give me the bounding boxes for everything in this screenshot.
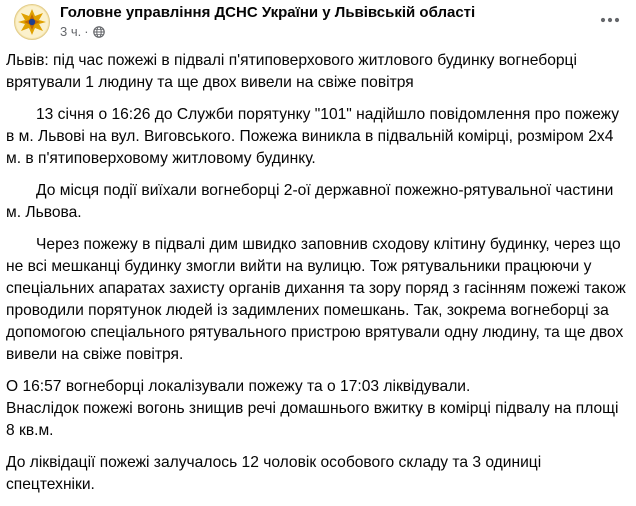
post-options-button[interactable] [594, 6, 626, 34]
post-paragraph: О 16:57 вогнеборці локалізували пожежу та о 17:03 ліквідували. [6, 378, 471, 395]
more-horizontal-icon [600, 17, 620, 23]
post-paragraph: До ліквідації пожежі залучалось 12 чоловік особового складу та 3 одиниці спецтехніки. [6, 454, 542, 493]
page-name-link[interactable]: Головне управління ДСНС України у Львівській області [60, 4, 476, 21]
post-paragraph: Через пожежу в підвалі дим швидко заповнив сходову клітину будинку, через що не всі мешканці будинку змогли вийти на вулицю. Тож рятувальники працюючи у спеціальних апаратах захисту органів дихання та зору поряд з гасінням пожежі також проводили порятунок людей із задимлених помешкань. Так, зокрема вогнеборці за допомогою спеціального рятувального пристрою врятували одну людину, та ще двох вивели на свіже повітря. [6, 236, 626, 363]
dsns-emblem-icon [15, 5, 49, 39]
post-paragraph: До місця події виїхали вогнеборці 2-ої державної пожежно-рятувальної частини м. Львова. [6, 182, 614, 221]
post-headline: Львів: під час пожежі в підвалі п'ятиповерхового житлового будинку вогнеборці врятували 1 людину та ще двох вивели на свіже повітря [6, 52, 577, 91]
meta-separator: · [84, 24, 89, 39]
page-avatar[interactable] [14, 4, 50, 40]
globe-icon[interactable] [93, 26, 105, 42]
post-paragraph: 13 січня о 16:26 до Служби порятунку "101" надійшло повідомлення про пожежу в м. Львові на вул. Виговського. Пожежа виникла в підвальній комірці, розміром 2х4 м. в п'ятиповерховому житловому будинку. [6, 106, 620, 167]
post-text [6, 50, 630, 506]
post-meta [60, 24, 105, 40]
post-paragraph: Внаслідок пожежі вогонь знищив речі домашнього вжитку в комірці підвалу на площі 8 кв.м. [6, 400, 619, 439]
post-header [0, 0, 636, 46]
post-timestamp[interactable]: 3 ч. [60, 24, 82, 39]
